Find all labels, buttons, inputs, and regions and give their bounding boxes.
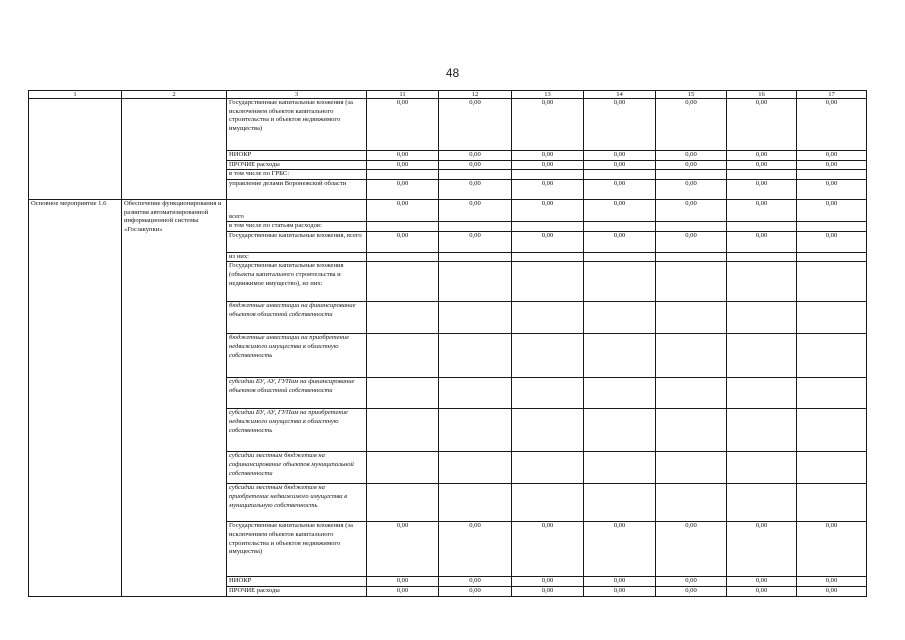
value-cell: 0,00 bbox=[727, 577, 797, 587]
value-cell bbox=[584, 452, 656, 484]
value-cell: 0,00 bbox=[512, 587, 584, 597]
column-header: 13 bbox=[512, 91, 584, 99]
column-header: 2 bbox=[122, 91, 227, 99]
value-cell bbox=[656, 222, 727, 232]
activity-name-cell-blank bbox=[122, 99, 227, 200]
value-cell bbox=[512, 222, 584, 232]
value-cell bbox=[367, 302, 439, 334]
value-cell bbox=[584, 222, 656, 232]
value-cell bbox=[727, 170, 797, 180]
value-cell: 0,00 bbox=[584, 99, 656, 151]
value-cell: 0,00 bbox=[797, 587, 867, 597]
row-label: ПРОЧИЕ расходы bbox=[227, 587, 367, 597]
row-label: управление делами Воронежской области bbox=[227, 180, 367, 200]
table-row bbox=[29, 200, 867, 222]
value-cell bbox=[512, 302, 584, 334]
row-label: всего bbox=[227, 200, 367, 222]
value-cell: 0,00 bbox=[512, 231, 584, 252]
row-label: субсидии БУ, АУ, ГУПам на приобретение недвижимого имущества в областную собственность bbox=[227, 409, 367, 452]
value-cell bbox=[512, 252, 584, 262]
value-cell bbox=[367, 409, 439, 452]
value-cell bbox=[656, 484, 727, 522]
value-cell bbox=[439, 252, 512, 262]
value-cell bbox=[367, 484, 439, 522]
value-cell bbox=[727, 378, 797, 409]
value-cell bbox=[584, 302, 656, 334]
value-cell: 0,00 bbox=[797, 577, 867, 587]
value-cell bbox=[727, 452, 797, 484]
value-cell bbox=[727, 262, 797, 302]
row-label: Государственные капитальные вложения (за исключением объектов капитального строительства и объектов недвижимого имущества) bbox=[227, 99, 367, 151]
value-cell: 0,00 bbox=[727, 231, 797, 252]
row-label: НИОКР bbox=[227, 151, 367, 161]
value-cell: 0,00 bbox=[367, 587, 439, 597]
value-cell bbox=[797, 222, 867, 232]
activity-code-cell-blank bbox=[29, 99, 122, 200]
value-cell: 0,00 bbox=[797, 160, 867, 170]
value-cell: 0,00 bbox=[797, 200, 867, 222]
value-cell: 0,00 bbox=[727, 151, 797, 161]
column-header: 12 bbox=[439, 91, 512, 99]
value-cell bbox=[797, 378, 867, 409]
value-cell: 0,00 bbox=[512, 522, 584, 577]
value-cell bbox=[512, 484, 584, 522]
value-cell bbox=[584, 484, 656, 522]
value-cell bbox=[797, 252, 867, 262]
value-cell: 0,00 bbox=[512, 180, 584, 200]
value-cell: 0,00 bbox=[367, 231, 439, 252]
value-cell: 0,00 bbox=[797, 151, 867, 161]
value-cell bbox=[439, 378, 512, 409]
value-cell bbox=[727, 252, 797, 262]
value-cell: 0,00 bbox=[584, 160, 656, 170]
value-cell: 0,00 bbox=[656, 577, 727, 587]
value-cell bbox=[656, 302, 727, 334]
value-cell bbox=[656, 452, 727, 484]
value-cell bbox=[512, 409, 584, 452]
table-row bbox=[29, 99, 867, 151]
row-label: бюджетные инвестиции на приобретение недвижимого имущества в областную собственность bbox=[227, 334, 367, 378]
value-cell bbox=[584, 378, 656, 409]
value-cell bbox=[367, 452, 439, 484]
row-label: из них: bbox=[227, 252, 367, 262]
value-cell bbox=[727, 222, 797, 232]
value-cell: 0,00 bbox=[656, 522, 727, 577]
row-label: субсидии БУ, АУ, ГУПам на финансирование объектов областной собственности bbox=[227, 378, 367, 409]
value-cell bbox=[439, 170, 512, 180]
value-cell bbox=[367, 170, 439, 180]
value-cell bbox=[584, 409, 656, 452]
value-cell: 0,00 bbox=[727, 180, 797, 200]
value-cell: 0,00 bbox=[439, 577, 512, 587]
value-cell: 0,00 bbox=[797, 231, 867, 252]
value-cell bbox=[584, 262, 656, 302]
value-cell bbox=[727, 409, 797, 452]
value-cell bbox=[512, 262, 584, 302]
column-header: 3 bbox=[227, 91, 367, 99]
value-cell: 0,00 bbox=[656, 160, 727, 170]
value-cell: 0,00 bbox=[584, 231, 656, 252]
value-cell: 0,00 bbox=[656, 231, 727, 252]
row-label: субсидии местным бюджетам на приобретение недвижимого имущества в муниципальную собственность bbox=[227, 484, 367, 522]
value-cell bbox=[512, 378, 584, 409]
value-cell: 0,00 bbox=[727, 200, 797, 222]
value-cell bbox=[797, 302, 867, 334]
value-cell bbox=[656, 170, 727, 180]
value-cell: 0,00 bbox=[512, 99, 584, 151]
page-number: 48 bbox=[445, 66, 460, 80]
column-header: 1 bbox=[29, 91, 122, 99]
value-cell bbox=[512, 334, 584, 378]
budget-table bbox=[28, 90, 867, 597]
column-header: 15 bbox=[656, 91, 727, 99]
value-cell: 0,00 bbox=[439, 522, 512, 577]
value-cell bbox=[367, 252, 439, 262]
value-cell bbox=[367, 222, 439, 232]
row-label: Государственные капитальные вложения (за исключением объектов капитального строительства и объектов недвижимого имущества) bbox=[227, 522, 367, 577]
value-cell bbox=[656, 378, 727, 409]
value-cell: 0,00 bbox=[367, 151, 439, 161]
value-cell bbox=[797, 409, 867, 452]
value-cell bbox=[797, 484, 867, 522]
value-cell bbox=[656, 334, 727, 378]
value-cell: 0,00 bbox=[367, 99, 439, 151]
value-cell: 0,00 bbox=[727, 160, 797, 170]
value-cell: 0,00 bbox=[797, 99, 867, 151]
value-cell bbox=[439, 222, 512, 232]
value-cell bbox=[512, 170, 584, 180]
value-cell: 0,00 bbox=[367, 160, 439, 170]
value-cell: 0,00 bbox=[439, 180, 512, 200]
value-cell: 0,00 bbox=[584, 200, 656, 222]
activity-code-cell: Основное мероприятие 1.6 bbox=[29, 200, 122, 597]
value-cell bbox=[584, 334, 656, 378]
value-cell bbox=[797, 262, 867, 302]
row-label: в том числе по ГРБС: bbox=[227, 170, 367, 180]
column-header: 11 bbox=[367, 91, 439, 99]
value-cell: 0,00 bbox=[512, 200, 584, 222]
value-cell bbox=[797, 334, 867, 378]
value-cell: 0,00 bbox=[367, 577, 439, 587]
value-cell: 0,00 bbox=[439, 587, 512, 597]
value-cell: 0,00 bbox=[512, 577, 584, 587]
value-cell: 0,00 bbox=[439, 160, 512, 170]
value-cell: 0,00 bbox=[727, 522, 797, 577]
column-header: 16 bbox=[727, 91, 797, 99]
value-cell: 0,00 bbox=[584, 587, 656, 597]
value-cell bbox=[439, 484, 512, 522]
activity-name-cell: Обеспечение функционирования и развития автоматизированной информационной системы «Госзакупки» bbox=[122, 200, 227, 597]
value-cell bbox=[439, 302, 512, 334]
value-cell bbox=[656, 252, 727, 262]
value-cell bbox=[439, 334, 512, 378]
value-cell: 0,00 bbox=[439, 200, 512, 222]
row-label: в том числе по статьям расходов: bbox=[227, 222, 367, 232]
column-number-row bbox=[29, 91, 867, 99]
value-cell: 0,00 bbox=[512, 160, 584, 170]
value-cell: 0,00 bbox=[584, 577, 656, 587]
row-label: ПРОЧИЕ расходы bbox=[227, 160, 367, 170]
value-cell: 0,00 bbox=[727, 99, 797, 151]
value-cell: 0,00 bbox=[656, 99, 727, 151]
value-cell: 0,00 bbox=[656, 151, 727, 161]
value-cell: 0,00 bbox=[656, 200, 727, 222]
value-cell: 0,00 bbox=[584, 522, 656, 577]
value-cell: 0,00 bbox=[367, 522, 439, 577]
row-label: бюджетные инвестиции на финансирование объектов областной собственности bbox=[227, 302, 367, 334]
column-header: 17 bbox=[797, 91, 867, 99]
value-cell: 0,00 bbox=[439, 151, 512, 161]
value-cell bbox=[797, 452, 867, 484]
value-cell bbox=[656, 262, 727, 302]
value-cell bbox=[439, 409, 512, 452]
row-label: НИОКР bbox=[227, 577, 367, 587]
value-cell bbox=[727, 302, 797, 334]
row-label: Государственные капитальные вложения (объекты капитального строительства и недвижимое имущество), из них: bbox=[227, 262, 367, 302]
value-cell bbox=[367, 262, 439, 302]
value-cell: 0,00 bbox=[584, 180, 656, 200]
value-cell bbox=[367, 334, 439, 378]
value-cell bbox=[584, 170, 656, 180]
row-label: Государственные капитальные вложения, всего bbox=[227, 231, 367, 252]
value-cell: 0,00 bbox=[797, 180, 867, 200]
value-cell: 0,00 bbox=[797, 522, 867, 577]
value-cell: 0,00 bbox=[727, 587, 797, 597]
value-cell bbox=[656, 409, 727, 452]
value-cell bbox=[797, 170, 867, 180]
value-cell bbox=[439, 452, 512, 484]
value-cell bbox=[727, 484, 797, 522]
value-cell: 0,00 bbox=[512, 151, 584, 161]
value-cell bbox=[727, 334, 797, 378]
value-cell: 0,00 bbox=[367, 200, 439, 222]
table-body bbox=[29, 99, 867, 597]
value-cell bbox=[439, 262, 512, 302]
value-cell bbox=[584, 252, 656, 262]
value-cell: 0,00 bbox=[439, 231, 512, 252]
value-cell: 0,00 bbox=[656, 587, 727, 597]
column-header: 14 bbox=[584, 91, 656, 99]
value-cell: 0,00 bbox=[439, 99, 512, 151]
value-cell bbox=[512, 452, 584, 484]
value-cell bbox=[367, 378, 439, 409]
value-cell: 0,00 bbox=[584, 151, 656, 161]
value-cell: 0,00 bbox=[656, 180, 727, 200]
row-label: субсидии местным бюджетам на софинансирование объектов муниципальной собственности bbox=[227, 452, 367, 484]
value-cell: 0,00 bbox=[367, 180, 439, 200]
